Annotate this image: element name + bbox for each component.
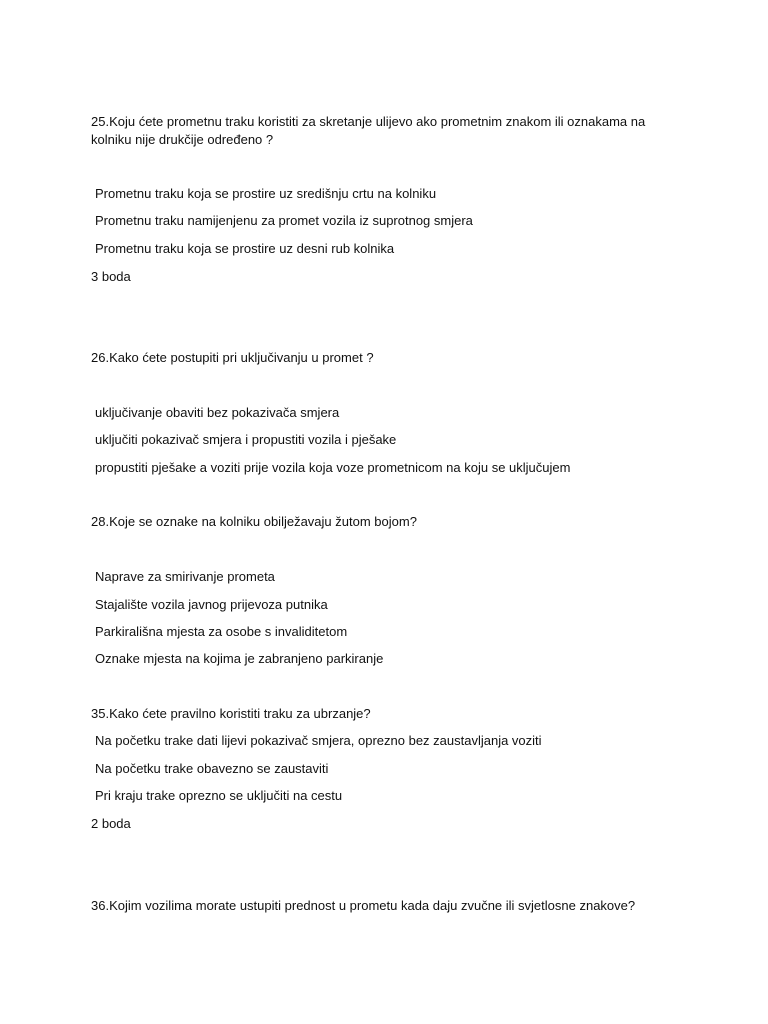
answer-26-2: uključiti pokazivač smjera i propustiti vozila i pješake (95, 432, 397, 447)
answer-35-1: Na početku trake dati lijevi pokazivač smjera, oprezno bez zaustavljanja voziti (95, 733, 542, 748)
answer-35-3: Pri kraju trake oprezno se uključiti na cestu (95, 788, 343, 803)
answer-35-2: Na početku trake obavezno se zaustaviti (95, 761, 329, 776)
points-35: 2 boda (91, 816, 131, 831)
question-35: 35.Kako ćete pravilno koristiti traku za ubrzanje? (91, 706, 371, 721)
answer-26-3: propustiti pješake a voziti prije vozila koja voze prometnicom na koju se uključujem (95, 460, 571, 475)
question-26: 26.Kako ćete postupiti pri uključivanju u promet ? (91, 350, 374, 365)
points-25: 3 boda (91, 269, 131, 284)
answer-25-1: Prometnu traku koja se prostire uz središnju crtu na kolniku (95, 186, 437, 201)
answer-28-1: Naprave za smirivanje prometa (95, 569, 275, 584)
answer-28-2: Stajalište vozila javnog prijevoza putnika (95, 597, 328, 612)
answer-26-1: uključivanje obaviti bez pokazivača smjera (95, 405, 340, 420)
question-36: 36.Kojim vozilima morate ustupiti prednost u prometu kada daju zvučne ili svjetlosne znakove? (91, 898, 636, 913)
answer-25-2: Prometnu traku namijenjenu za promet vozila iz suprotnog smjera (95, 213, 473, 228)
question-25-line-1: 25.Koju ćete prometnu traku koristiti za skretanje ulijevo ako prometnim znakom ili oznakama na (91, 114, 646, 129)
question-25-line-2: kolniku nije drukčije određeno ? (91, 132, 274, 147)
answer-25-3: Prometnu traku koja se prostire uz desni rub kolnika (95, 241, 395, 256)
answer-28-4: Oznake mjesta na kojima je zabranjeno parkiranje (95, 651, 384, 666)
question-28: 28.Koje se oznake na kolniku obilježavaju žutom bojom? (91, 514, 417, 529)
answer-28-3: Parkirališna mjesta za osobe s invaliditetom (95, 624, 348, 639)
